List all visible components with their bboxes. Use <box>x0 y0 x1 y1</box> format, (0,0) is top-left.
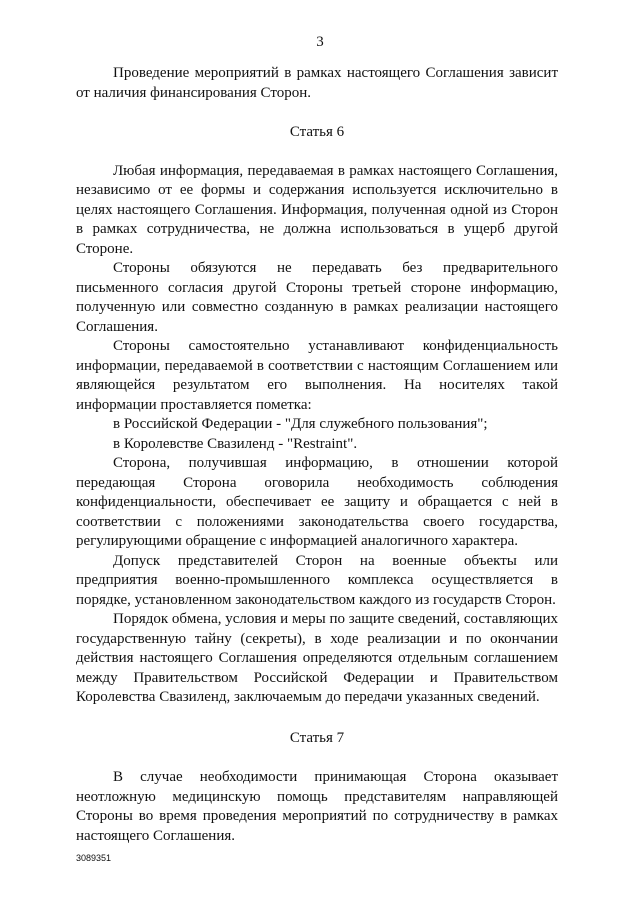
marking-russia: в Российской Федерации - "Для служебного пользования"; <box>113 416 488 432</box>
article-7-paragraph: В случае необходимости принимающая Сторона оказывает неотложную медицинскую помощь представителям направляющей Стороны во время проведения мероприятий по сотрудничеству в рамках настоящего Соглашения. <box>76 769 558 844</box>
article-7-heading: Статья 7 <box>289 729 345 746</box>
article-6-paragraph: Стороны обязуются не передавать без предварительного письменного согласия другой Стороны третьей стороне информацию, полученную или совместно созданную в рамках реализации настоящего Соглашения. <box>76 260 558 335</box>
article-6-paragraph: Стороны самостоятельно устанавливают конфиденциальность информации, передаваемой в соответствии с настоящим Соглашением или являющейся результатом его выполнения. На носителях такой информации проставляется пометка: <box>76 338 558 413</box>
article-6-paragraph: Сторона, получившая информацию, в отношении которой передающая Сторона оговорила необходимость соблюдения конфиденциальности, обеспечивает ее защиту и обращается с ней в соответствии с положениями законодательства своего государства, регулирующими обращение с информацией аналогичного характера. <box>76 455 558 549</box>
page-number: 3 <box>316 34 324 50</box>
document-body <box>76 64 558 846</box>
article-6-paragraph: Допуск представителей Сторон на военные объекты или предприятия военно-промышленного комплекса осуществляется в порядке, установленном законодательством каждого из государств Сторон. <box>76 552 558 608</box>
article-6-heading: Статья 6 <box>289 124 345 140</box>
document-code: 3089351 <box>76 853 112 863</box>
article-6-paragraph: Любая информация, передаваемая в рамках настоящего Соглашения, независимо от ее формы и содержания используется исключительно в целях настоящего Соглашения. Информация, полученная одной из Сторон в рамках сотрудничества, не должна использоваться в ущерб другой Стороне. <box>76 162 558 257</box>
intro-paragraph: Проведение мероприятий в рамках настоящего Соглашения зависит от наличия финансирования Сторон. <box>76 65 558 101</box>
marking-swaziland: в Королевстве Свазиленд - "Restraint". <box>113 435 358 452</box>
article-6-paragraph: Порядок обмена, условия и меры по защите сведений, составляющих государственную тайну (секреты), в ходе реализации и по окончании действия настоящего Соглашения определяются отдельным соглашением между Правительством Российской Федерации и Правительством Королевства Свазиленд, заключаемым до передачи указанных сведений. <box>76 611 558 705</box>
